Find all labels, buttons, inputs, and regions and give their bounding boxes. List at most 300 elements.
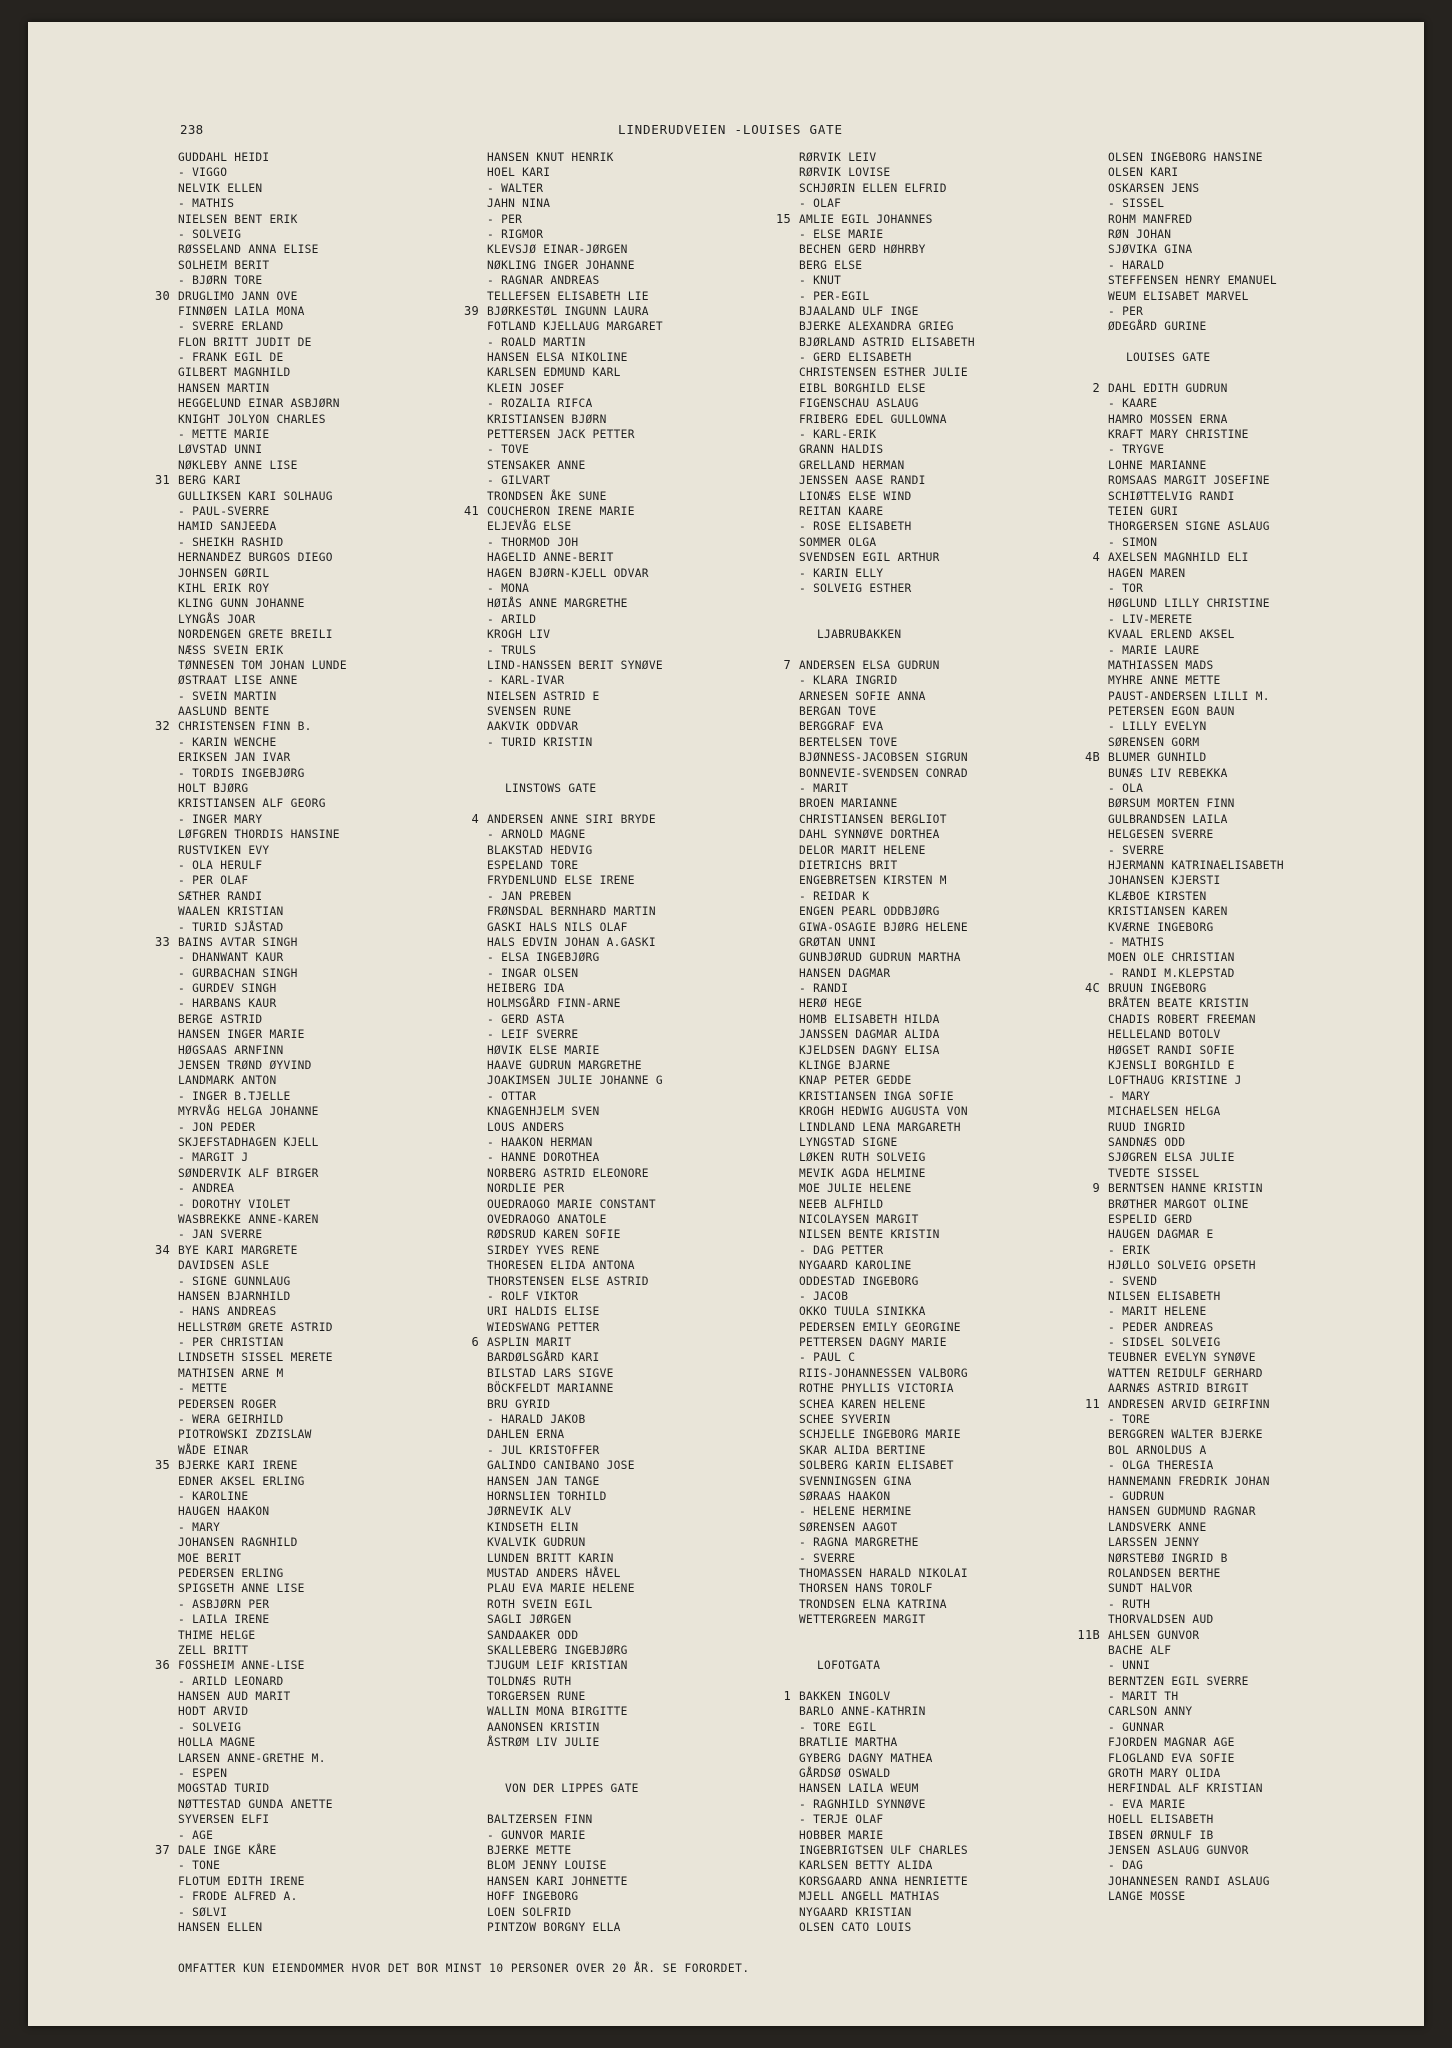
resident-name: ROTH SVEIN EGIL — [487, 1597, 593, 1611]
resident-entry — [799, 704, 975, 719]
resident-name: BERGGREN WALTER BJERKE — [1108, 1428, 1263, 1442]
resident-entry — [1108, 1412, 1284, 1427]
resident-entry — [487, 381, 663, 396]
resident-entry — [487, 289, 663, 304]
resident-name: - PER — [1108, 304, 1144, 318]
resident-name: KNAGENHJELM SVEN — [487, 1105, 600, 1119]
resident-entry — [1108, 843, 1284, 858]
resident-entry — [1108, 489, 1284, 504]
resident-name: TRONDSEN ÅKE SUNE — [487, 489, 607, 503]
resident-name: NILSEN ELISABETH — [1108, 1289, 1221, 1303]
resident-entry — [1108, 1581, 1284, 1596]
resident-entry — [178, 1628, 347, 1643]
resident-name: BACHE ALF — [1108, 1643, 1172, 1657]
resident-name: HOELL ELISABETH — [1108, 1813, 1214, 1827]
resident-entry — [178, 1258, 347, 1273]
resident-entry — [799, 1258, 975, 1273]
resident-entry — [487, 673, 663, 688]
resident-name: HELGESEN SVERRE — [1108, 828, 1214, 842]
resident-entry — [1108, 1751, 1284, 1766]
resident-name: - FRANK EGIL DE — [178, 351, 284, 365]
resident-entry — [799, 1058, 975, 1073]
resident-name: KNIGHT JOLYON CHARLES — [178, 412, 326, 426]
resident-name: DRUGLIMO JANN OVE — [178, 289, 298, 303]
resident-entry — [799, 1720, 975, 1735]
resident-name: LIND-HANSSEN BERIT SYNØVE — [487, 658, 663, 672]
resident-name: - OLA HERULF — [178, 858, 263, 872]
resident-name: NEEB ALFHILD — [799, 1197, 884, 1211]
resident-entry — [487, 212, 663, 227]
resident-entry — [487, 1397, 663, 1412]
resident-name: - RIGMOR — [487, 227, 544, 241]
resident-entry — [799, 812, 975, 827]
resident-name: - AGE — [178, 1828, 214, 1842]
resident-entry — [1108, 1474, 1284, 1489]
resident-entry — [799, 1366, 975, 1381]
resident-name: BILSTAD LARS SIGVE — [487, 1366, 614, 1380]
resident-name: BÖCKFELDT MARIANNE — [487, 1382, 614, 1396]
resident-entry — [487, 1597, 663, 1612]
resident-entry — [1108, 196, 1284, 211]
resident-entry — [178, 1720, 347, 1735]
resident-name: KARLSEN BETTY ALIDA — [799, 1859, 933, 1873]
street-heading — [1108, 350, 1284, 365]
resident-entry — [487, 966, 663, 981]
resident-name: MOE BERIT — [178, 1551, 242, 1565]
resident-entry — [487, 396, 663, 411]
resident-entry — [178, 766, 347, 781]
resident-name: SØRENSEN GORM — [1108, 735, 1200, 749]
resident-entry — [1108, 1828, 1284, 1843]
resident-entry — [487, 227, 663, 242]
resident-entry — [178, 781, 347, 796]
footer-note: OMFATTER KUN EIENDOMMER HVOR DET BOR MINST 10 PERSONER OVER 20 ÅR. SE FORORDET. — [178, 1962, 750, 1975]
resident-entry — [487, 458, 663, 473]
resident-name: ESPELAND TORE — [487, 858, 579, 872]
resident-name: GYBERG DAGNY MATHEA — [799, 1751, 933, 1765]
resident-name: RUUD INGRID — [1108, 1120, 1186, 1134]
resident-entry — [178, 1812, 347, 1827]
street-name: LOUISES GATE — [1126, 351, 1211, 365]
resident-entry — [487, 719, 663, 734]
resident-name: - MARY — [178, 1520, 221, 1534]
resident-name: HODT ARVID — [178, 1705, 249, 1719]
resident-name: - PAUL C — [799, 1351, 856, 1365]
resident-entry — [178, 735, 347, 750]
resident-entry — [178, 858, 347, 873]
resident-entry — [1108, 873, 1284, 888]
resident-entry — [799, 1597, 975, 1612]
resident-name: - ASBJØRN PER — [178, 1597, 270, 1611]
resident-name: THOMASSEN HARALD NIKOLAI — [799, 1566, 968, 1580]
resident-name: HERNANDEZ BURGOS DIEGO — [178, 551, 333, 565]
resident-entry — [799, 489, 975, 504]
resident-entry — [799, 473, 975, 488]
resident-entry — [178, 535, 347, 550]
resident-name: - DAG PETTER — [799, 1243, 884, 1257]
resident-entry — [487, 1689, 663, 1704]
resident-entry — [178, 242, 347, 257]
resident-name: BERNTZEN EGIL SVERRE — [1108, 1674, 1249, 1688]
resident-entry — [799, 1320, 975, 1335]
resident-entry — [178, 1304, 347, 1319]
resident-name: SYVERSEN ELFI — [178, 1813, 270, 1827]
resident-name: GIWA-OSAGIE BJØRG HELENE — [799, 920, 968, 934]
resident-entry — [799, 935, 975, 950]
resident-name: MATHISEN ARNE M — [178, 1366, 284, 1380]
resident-name: DAHL SYNNØVE DORTHEA — [799, 828, 940, 842]
resident-name: HANSEN MARTIN — [178, 381, 270, 395]
resident-entry — [178, 1350, 347, 1365]
resident-name: BAKKEN INGOLV — [799, 1690, 891, 1704]
resident-name: THORVALDSEN AUD — [1108, 1613, 1214, 1627]
resident-name: - ROZALIA RIFCA — [487, 397, 593, 411]
resident-name: - EVA MARIE — [1108, 1797, 1186, 1811]
resident-name: - TURID KRISTIN — [487, 735, 593, 749]
resident-entry — [799, 1797, 975, 1812]
resident-entry — [1108, 1335, 1284, 1350]
resident-name: SJØVIKA GINA — [1108, 243, 1193, 257]
resident-name: HANSEN DAGMAR — [799, 966, 891, 980]
resident-name: ÅSTRØM LIV JULIE — [487, 1736, 600, 1750]
resident-entry — [178, 796, 347, 811]
blank-line — [799, 643, 975, 658]
resident-name: TRONDSEN ELNA KATRINA — [799, 1597, 947, 1611]
resident-entry — [1108, 1735, 1284, 1750]
resident-entry — [799, 458, 975, 473]
resident-entry — [799, 1858, 975, 1873]
resident-entry — [154, 1458, 347, 1473]
resident-entry — [487, 1166, 663, 1181]
resident-name: LØVSTAD UNNI — [178, 443, 263, 457]
blank-line — [799, 1643, 975, 1658]
resident-entry — [487, 1181, 663, 1196]
resident-name: - KARIN WENCHE — [178, 735, 277, 749]
resident-entry — [178, 1320, 347, 1335]
resident-name: BERG KARI — [178, 474, 242, 488]
resident-name: HANSEN BJARNHILD — [178, 1289, 291, 1303]
resident-entry — [1108, 319, 1284, 334]
resident-entry — [1108, 1535, 1284, 1550]
resident-entry — [1108, 1889, 1284, 1904]
resident-name: HAMID SANJEEDA — [178, 520, 277, 534]
resident-name: SVENSEN RUNE — [487, 705, 572, 719]
resident-name: HERØ HEGE — [799, 997, 863, 1011]
resident-entry — [178, 1581, 347, 1596]
resident-name: - TRULS — [487, 643, 537, 657]
resident-entry — [487, 1551, 663, 1566]
resident-entry — [799, 1212, 975, 1227]
resident-name: NILSEN BENTE KRISTIN — [799, 1228, 940, 1242]
resident-name: GROTH MARY OLIDA — [1108, 1767, 1221, 1781]
resident-entry — [1108, 427, 1284, 442]
resident-entry — [154, 1242, 347, 1258]
resident-entry — [1108, 1689, 1284, 1704]
resident-name: - TOVE — [487, 443, 530, 457]
resident-entry — [178, 689, 347, 704]
house-number: 39 — [463, 303, 479, 318]
resident-name: - SISSEL — [1108, 197, 1165, 211]
resident-entry — [487, 1320, 663, 1335]
resident-entry — [799, 412, 975, 427]
resident-name: - TERJE OLAF — [799, 1813, 884, 1827]
resident-entry — [487, 1920, 663, 1935]
resident-name: TØNNESEN TOM JOHAN LUNDE — [178, 658, 347, 672]
resident-entry — [1108, 719, 1284, 734]
resident-name: HANSEN ELSA NIKOLINE — [487, 351, 628, 365]
house-number: 4 — [471, 811, 479, 826]
resident-entry — [799, 1704, 975, 1719]
resident-entry — [1108, 1427, 1284, 1442]
resident-name: BRU GYRID — [487, 1397, 551, 1411]
resident-name: RØRVIK LEIV — [799, 151, 877, 164]
resident-entry — [178, 1027, 347, 1042]
resident-entry — [1108, 1643, 1284, 1658]
resident-entry — [487, 627, 663, 642]
resident-entry — [1092, 380, 1284, 396]
resident-name: HØGLUND LILLY CHRISTINE — [1108, 597, 1270, 611]
resident-entry — [154, 1658, 347, 1673]
resident-name: HJØLLO SOLVEIG OPSETH — [1108, 1259, 1256, 1273]
resident-name: LUNDEN BRITT KARIN — [487, 1551, 614, 1565]
resident-entry — [178, 1289, 347, 1304]
resident-entry — [1108, 1043, 1284, 1058]
resident-name: ROLANDSEN BERTHE — [1108, 1566, 1221, 1580]
resident-entry — [487, 1150, 663, 1165]
resident-name: - SVERRE — [1108, 843, 1165, 857]
resident-name: HANSEN JAN TANGE — [487, 1474, 600, 1488]
resident-name: - ELSE MARIE — [799, 227, 884, 241]
resident-name: JENSEN TRØND ØYVIND — [178, 1059, 312, 1073]
resident-entry — [1108, 1320, 1284, 1335]
resident-entry — [487, 1674, 663, 1689]
resident-name: BJERKE ALEXANDRA GRIEG — [799, 320, 954, 334]
resident-entry — [178, 1735, 347, 1750]
resident-name: CHADIS ROBERT FREEMAN — [1108, 1012, 1256, 1026]
resident-entry — [178, 1043, 347, 1058]
resident-entry — [1108, 258, 1284, 273]
resident-entry — [487, 1458, 663, 1473]
street-name: VON DER LIPPES GATE — [505, 1782, 639, 1796]
resident-name: BLOM JENNY LOUISE — [487, 1859, 607, 1873]
resident-name: - KARL-ERIK — [799, 428, 877, 442]
resident-name: SCHEA KAREN HELENE — [799, 1397, 926, 1411]
resident-entry — [799, 504, 975, 519]
resident-name: LOFTHAUG KRISTINE J — [1108, 1074, 1242, 1088]
resident-name: GÅRDSØ OSWALD — [799, 1767, 891, 1781]
blank-line — [487, 1797, 663, 1812]
resident-name: BRATLIE MARTHA — [799, 1736, 898, 1750]
resident-entry — [1108, 458, 1284, 473]
resident-entry — [799, 550, 975, 565]
resident-name: - GILVART — [487, 474, 551, 488]
resident-name: URI HALDIS ELISE — [487, 1305, 600, 1319]
resident-entry — [487, 273, 663, 288]
resident-entry — [1108, 1612, 1284, 1627]
street-heading — [799, 1658, 975, 1673]
resident-entry — [799, 1350, 975, 1365]
resident-name: SUNDT HALVOR — [1108, 1582, 1193, 1596]
resident-name: MOE JULIE HELENE — [799, 1182, 912, 1196]
resident-entry — [178, 1612, 347, 1627]
resident-name: - MARIT TH — [1108, 1690, 1179, 1704]
resident-entry — [487, 1905, 663, 1920]
resident-entry — [178, 1443, 347, 1458]
resident-name: NELVIK ELLEN — [178, 181, 263, 195]
resident-entry — [487, 1197, 663, 1212]
resident-name: GILBERT MAGNHILD — [178, 366, 291, 380]
resident-name: HANNEMANN FREDRIK JOHAN — [1108, 1474, 1270, 1488]
resident-entry — [178, 1520, 347, 1535]
resident-name: - JUL KRISTOFFER — [487, 1443, 600, 1457]
resident-entry — [799, 150, 975, 165]
resident-name: - FRODE ALFRED A. — [178, 1890, 298, 1904]
resident-name: KLINGE BJARNE — [799, 1059, 891, 1073]
resident-entry — [799, 750, 975, 765]
resident-entry — [178, 1689, 347, 1704]
resident-name: SAGLI JØRGEN — [487, 1613, 572, 1627]
resident-entry — [1108, 781, 1284, 796]
resident-name: BYE KARI MARGRETE — [178, 1243, 298, 1257]
resident-entry — [799, 1889, 975, 1904]
resident-name: - ROALD MARTIN — [487, 335, 586, 349]
resident-entry — [487, 1135, 663, 1150]
resident-entry — [178, 350, 347, 365]
resident-name: - SOLVEIG ESTHER — [799, 581, 912, 595]
resident-name: - LEIF SVERRE — [487, 1028, 579, 1042]
resident-entry — [1108, 920, 1284, 935]
resident-entry — [1084, 981, 1284, 996]
resident-entry — [799, 796, 975, 811]
resident-name: HJERMANN KATRINAELISABETH — [1108, 858, 1284, 872]
resident-name: AHLSEN GUNVOR — [1108, 1628, 1200, 1642]
resident-entry — [799, 1520, 975, 1535]
resident-entry — [487, 350, 663, 365]
resident-name: ENGEN PEARL ODDBJØRG — [799, 905, 940, 919]
resident-name: WALLIN MONA BIRGITTE — [487, 1705, 628, 1719]
resident-name: HANSEN INGER MARIE — [178, 1028, 305, 1042]
resident-name: PIOTROWSKI ZDZISLAW — [178, 1428, 312, 1442]
resident-name: HØIÅS ANNE MARGRETHE — [487, 597, 628, 611]
resident-entry — [1108, 1720, 1284, 1735]
resident-entry — [487, 1243, 663, 1258]
resident-name: SÆTHER RANDI — [178, 889, 263, 903]
resident-name: FJORDEN MAGNAR AGE — [1108, 1736, 1235, 1750]
resident-entry — [487, 1520, 663, 1535]
resident-name: - SIMON — [1108, 535, 1158, 549]
resident-entry — [799, 858, 975, 873]
resident-name: - JON PEDER — [178, 1120, 256, 1134]
resident-name: MEVIK AGDA HELMINE — [799, 1166, 926, 1180]
resident-name: - METTE MARIE — [178, 428, 270, 442]
house-number: 4B — [1084, 750, 1100, 765]
resident-name: BJERKE KARI IRENE — [178, 1459, 298, 1473]
resident-name: SCHIØTTELVIG RANDI — [1108, 489, 1235, 503]
resident-entry — [1108, 273, 1284, 288]
resident-entry — [1108, 1658, 1284, 1673]
resident-entry — [487, 689, 663, 704]
resident-name: INGEBRIGTSEN ULF CHARLES — [799, 1843, 968, 1857]
resident-name: NØTTESTAD GUNDA ANETTE — [178, 1797, 333, 1811]
resident-name: - ESPEN — [178, 1767, 228, 1781]
resident-name: EIBL BORGHILD ELSE — [799, 381, 926, 395]
resident-name: HOLT BJØRG — [178, 782, 249, 796]
resident-name: KVÆRNE INGEBORG — [1108, 920, 1214, 934]
resident-name: SØNDERVIK ALF BIRGER — [178, 1166, 319, 1180]
resident-name: - SOLVEIG — [178, 1720, 242, 1734]
resident-entry — [178, 381, 347, 396]
resident-name: SIRDEY YVES RENE — [487, 1243, 600, 1257]
resident-entry — [1108, 566, 1284, 581]
resident-entry — [178, 1489, 347, 1504]
resident-entry — [1108, 596, 1284, 611]
resident-name: NORBERG ASTRID ELEONORE — [487, 1166, 649, 1180]
resident-name: KRAFT MARY CHRISTINE — [1108, 428, 1249, 442]
resident-entry — [1108, 1551, 1284, 1566]
resident-entry — [799, 1581, 975, 1596]
resident-entry — [799, 1735, 975, 1750]
resident-entry — [799, 1227, 975, 1242]
resident-entry — [487, 581, 663, 596]
resident-entry — [799, 1828, 975, 1843]
resident-name: - OLA — [1108, 782, 1144, 796]
resident-name: BECHEN GERD HØHRBY — [799, 243, 926, 257]
resident-entry — [178, 258, 347, 273]
resident-entry — [799, 165, 975, 180]
resident-name: HANSEN AUD MARIT — [178, 1690, 291, 1704]
resident-name: SANDAAKER ODD — [487, 1628, 579, 1642]
resident-entry — [487, 1704, 663, 1719]
resident-entry — [799, 381, 975, 396]
resident-entry — [1108, 1258, 1284, 1273]
blank-line — [799, 596, 975, 611]
resident-name: - WALTER — [487, 181, 544, 195]
resident-name: CHRISTENSEN ESTHER JULIE — [799, 366, 968, 380]
resident-name: HANSEN ELLEN — [178, 1920, 263, 1934]
resident-entry — [1108, 966, 1284, 981]
resident-entry — [178, 1012, 347, 1027]
resident-entry — [1108, 1766, 1284, 1781]
resident-name: NICOLAYSEN MARGIT — [799, 1212, 919, 1226]
resident-name: TVEDTE SISSEL — [1108, 1166, 1200, 1180]
resident-name: SOMMER OLGA — [799, 535, 877, 549]
resident-entry — [178, 427, 347, 442]
resident-entry — [178, 304, 347, 319]
resident-entry — [487, 1735, 663, 1750]
resident-entry — [178, 319, 347, 334]
resident-name: PETTERSEN DAGNY MARIE — [799, 1336, 947, 1350]
resident-entry — [1108, 858, 1284, 873]
resident-name: TEUBNER EVELYN SYNØVE — [1108, 1351, 1256, 1365]
resident-entry — [178, 581, 347, 596]
resident-name: GRØTAN UNNI — [799, 935, 877, 949]
resident-name: LYNGSTAD SIGNE — [799, 1136, 898, 1149]
resident-entry — [178, 1073, 347, 1088]
resident-entry — [487, 1889, 663, 1904]
resident-entry — [799, 950, 975, 965]
resident-entry — [487, 1474, 663, 1489]
resident-name: - KLARA INGRID — [799, 674, 898, 688]
resident-entry — [1108, 165, 1284, 180]
resident-entry — [178, 273, 347, 288]
resident-entry — [1092, 550, 1284, 565]
resident-entry — [799, 1012, 975, 1027]
resident-entry — [487, 1581, 663, 1596]
resident-name: HAMRO MOSSEN ERNA — [1108, 412, 1228, 426]
resident-entry — [487, 535, 663, 550]
resident-name: OLSEN KARI — [1108, 166, 1179, 180]
resident-name: - HAAKON HERMAN — [487, 1136, 593, 1149]
